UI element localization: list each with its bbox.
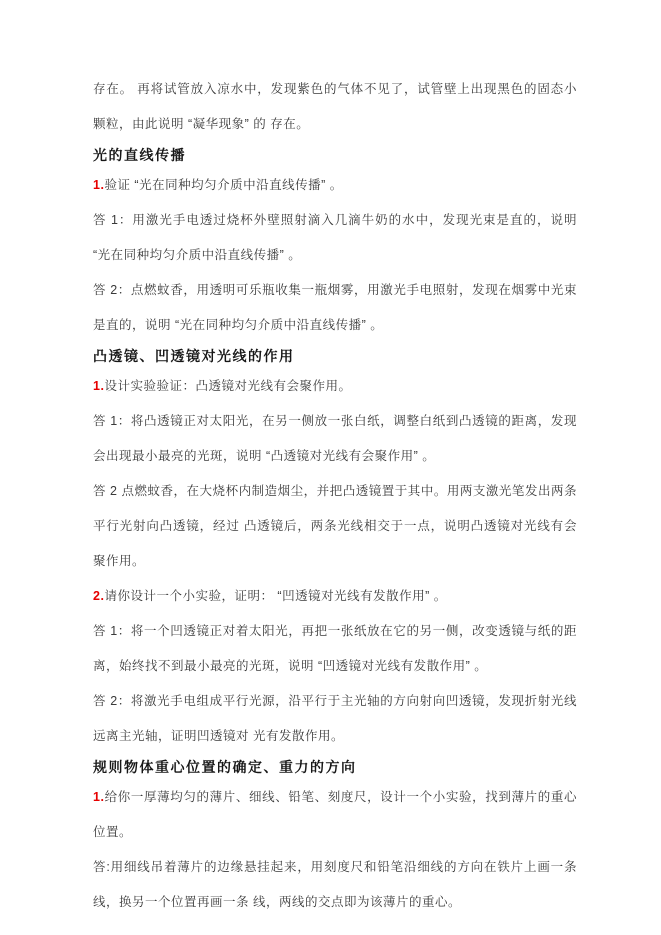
answer-paragraph: 答:用细线吊着薄片的边缘悬挂起来，用刻度尺和铅笔沿细线的方向在铁片上画一条线，换另一个位置再画一条 线，两线的交点即为该薄片的重心。 (93, 860, 577, 909)
answer-paragraph: 答 1：将一个凹透镜正对着太阳光，再把一张纸放在它的另一侧，改变透镜与纸的距离，始终找不到最小最亮的光斑，说明 “凹透镜对光线有发散作用” 。 (93, 624, 577, 673)
question-number: 1. (93, 379, 105, 393)
question-item (93, 168, 577, 203)
section-heading-lens-effects: 凸透镜、凹透镜对光线的作用 (93, 348, 295, 364)
question-number: 2. (93, 589, 105, 603)
question-item (93, 780, 577, 850)
section-heading-center-of-gravity: 规则物体重心位置的确定、重力的方向 (93, 759, 357, 775)
answer-paragraph: 答 1：将凸透镜正对太阳光，在另一侧放一张白纸，调整白纸到凸透镜的距离，发现会出现最小最亮的光斑，说明 “凸透镜对光线有会聚作用” 。 (93, 414, 577, 463)
answer-paragraph: 答 1：用激光手电透过烧杯外壁照射滴入几滴牛奶的水中，发现光束是直的，说明 “光在同种均匀介质中沿直线传播” 。 (93, 213, 577, 262)
answer-paragraph: 答 2 点燃蚊香，在大烧杯内制造烟尘，并把凸透镜置于其中。用两支激光笔发出两条平行光射向凸透镜，经过 凸透镜后，两条光线相交于一点，说明凸透镜对光线有会聚作用。 (93, 484, 577, 568)
question-item (93, 579, 577, 614)
answer-paragraph: 答 2：将激光手电组成平行光源，沿平行于主光轴的方向射向凹透镜，发现折射光线远离主光轴，证明凹透镜对 光有发散作用。 (93, 694, 577, 743)
question-text: 请你设计一个小实验，证明： “凹透镜对光线有发散作用” 。 (104, 589, 447, 603)
question-text: 验证 “光在同种均匀介质中沿直线传播” 。 (104, 178, 343, 192)
question-text: 设计实验验证：凸透镜对光线有会聚作用。 (104, 379, 352, 393)
question-number: 1. (93, 178, 105, 192)
question-item (93, 369, 577, 404)
question-number: 1. (93, 790, 105, 804)
intro-paragraph: 存在。 再将试管放入凉水中，发现紫色的气体不见了，试管壁上出现黑色的固态小颗粒，由此说明 “凝华现象” 的 存在。 (93, 82, 577, 131)
question-text: 给你一厚薄均匀的薄片、细线、铅笔、刻度尺，设计一个小实验，找到薄片的重心位置。 (93, 790, 577, 839)
section-heading-light-straight-propagation: 光的直线传播 (93, 147, 186, 163)
answer-paragraph: 答 2：点燃蚊香，用透明可乐瓶收集一瓶烟雾，用激光手电照射，发现在烟雾中光束是直的，说明 “光在同种均匀介质中沿直线传播” 。 (93, 283, 577, 332)
